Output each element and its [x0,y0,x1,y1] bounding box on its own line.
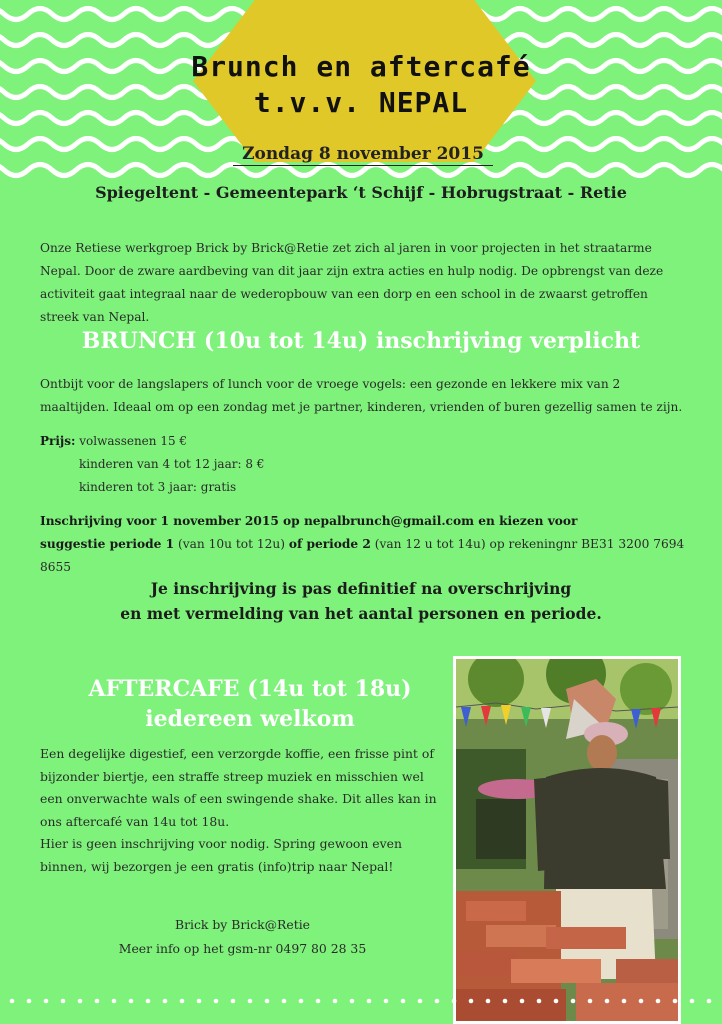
price-toddlers: kinderen tot 3 jaar: gratis [79,480,237,494]
divider-dot [367,999,372,1004]
contact-info: Meer info op het gsm-nr 0497 80 28 35 [118,941,367,956]
divider-dot [656,999,661,1004]
divider-dot [622,999,627,1004]
divider-dot [197,999,202,1004]
divider-dot [707,999,712,1004]
registration-period1-time: (van 10u tot 12u) [174,537,289,551]
price-label: Prijs: [40,434,76,448]
divider-dot [401,999,406,1004]
divider-dot [27,999,32,1004]
divider-dot [180,999,185,1004]
divider-dot [435,999,440,1004]
registration-account: (van 12 u tot 14u) op rekeningnr BE31 3200 7694 8655 [40,537,685,574]
price-row-adults [40,430,264,453]
divider-dot [639,999,644,1004]
divider-dot [384,999,389,1004]
photo-frame [453,656,681,1024]
divider-dot [333,999,338,1004]
divider-dot [78,999,83,1004]
organizer-name: Brick by Brick@Retie [174,917,310,932]
divider-dot [146,999,151,1004]
divider-dot [469,999,474,1004]
divider-dot [316,999,321,1004]
divider-dot [486,999,491,1004]
registration-period1: suggestie periode 1 [40,537,175,551]
price-adults: volwassenen 15 € [79,434,188,448]
divider-dot [231,999,236,1004]
event-title: Brunch en aftercafé [191,50,531,83]
divider-dot [129,999,134,1004]
event-subtitle: t.v.v. NEPAL [253,86,469,119]
registration-definitive-note [0,576,722,626]
registration-deadline: Inschrijving voor 1 november 2015 op nepalbrunch@gmail.com en kiezen voor [40,514,578,528]
divider-dot [299,999,304,1004]
divider-dot [61,999,66,1004]
price-list [40,430,264,499]
divider-dot [503,999,508,1004]
event-location: Spiegeltent - Gemeentepark ‘t Schijf - Hobrugstraat - Retie [95,183,627,202]
divider-dot [690,999,695,1004]
divider-dot [163,999,168,1004]
aftercafe-text: Een degelijke digestief, een verzorgde koffie, een frisse pint of bijzonder biertje, een straffe streep muziek en misschien wel een onverwachte wals of een swingende shake. Dit alles kan in ons aftercafé van 14u tot 18u. [40,746,437,829]
registration-period2: of periode 2 [288,537,371,551]
divider-dot [248,999,253,1004]
divider-dot [571,999,576,1004]
aftercafe-text2: Hier is geen inschrijving voor nodig. Spring gewoon even binnen, wij bezorgen je een gratis (info)trip naar Nepal! [40,836,402,874]
divider-dot [554,999,559,1004]
definitive-line2: en met vermelding van het aantal personen en periode. [120,604,602,623]
brunch-heading: BRUNCH (10u tot 14u) inschrijving verplicht [81,328,641,354]
wave-line [0,165,722,176]
divider-dot [520,999,525,1004]
divider-dot [673,999,678,1004]
price-children: kinderen van 4 tot 12 jaar: 8 € [79,457,265,471]
aftercafe-heading: AFTERCAFE (14u tot 18u) [88,676,412,702]
event-date: Zondag 8 november 2015 [233,144,493,166]
intro-text: Onze Retiese werkgroep Brick by Brick@Retie zet zich al jaren in voor projecten in het straatarme Nepal. Door de zware aardbeving van dit jaar zijn extra acties en hulp nodig. De opbrengst van deze activiteit gaat integraal naar de wederopbouw van een dorp en een school in de zwaarst getroffen streek van Nepal. [40,241,664,324]
divider-dot [214,999,219,1004]
aftercafe-description [40,743,445,878]
divider-dot [418,999,423,1004]
aftercafe-subheading: iedereen welkom [145,706,355,732]
worker-carrying-bricks-photo [456,659,678,1021]
registration-info [40,510,700,579]
divider-dot [282,999,287,1004]
divider-dot [44,999,49,1004]
divider-dot [10,999,15,1004]
divider-dot [537,999,542,1004]
brunch-description: Ontbijt voor de langslapers of lunch voor de vroege vogels: een gezonde en lekkere mix van 2 maaltijden. Ideaal om op een zondag met je partner, kinderen, vrienden of buren gezellig samen te zijn. [40,377,683,414]
definitive-line1: Je inschrijving is pas definitief na overschrijving [150,579,572,598]
divider-dot [95,999,100,1004]
dotted-divider [0,995,722,1007]
divider-dot [588,999,593,1004]
divider-dot [265,999,270,1004]
divider-dot [112,999,117,1004]
divider-dot [350,999,355,1004]
divider-dot [452,999,457,1004]
divider-dot [605,999,610,1004]
